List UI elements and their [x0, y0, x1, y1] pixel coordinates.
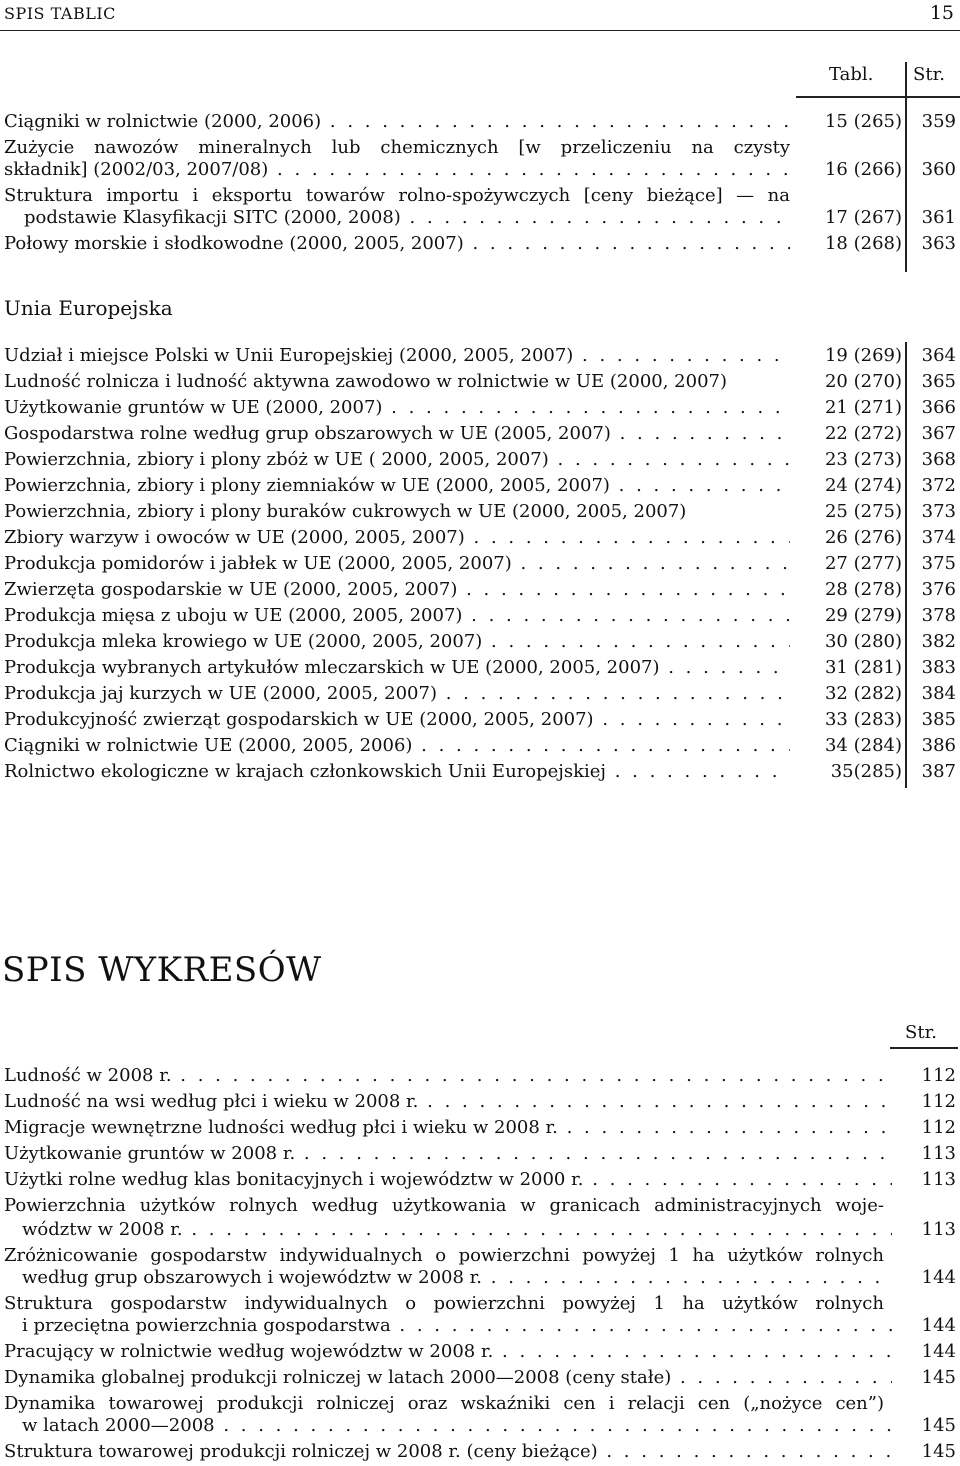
toc-entry[interactable]: Produkcja wybranych artykułów mleczarskich w UE (2000, 2005, 2007) . . . — [4, 656, 790, 680]
table-number: 22 (272) — [824, 423, 902, 444]
page-ref: 378 — [921, 605, 956, 626]
table-number: 27 (277) — [824, 553, 902, 574]
toc-entry[interactable]: Użytkowanie gruntów w 2008 r. . . . — [4, 1142, 892, 1166]
page-ref: 112 — [921, 1065, 956, 1086]
page-ref: 365 — [921, 371, 956, 392]
page-ref: 367 — [921, 423, 956, 444]
toc-entry[interactable]: Zbiory warzyw i owoców w UE (2000, 2005, 2007) . . . — [4, 526, 790, 550]
page-ref: 375 — [921, 553, 956, 574]
toc-entry[interactable]: podstawie Klasyfikacji SITC (2000, 2008) . . . — [24, 206, 790, 230]
toc-entry[interactable]: Produkcja pomidorów i jabłek w UE (2000, 2005, 2007) . . . — [4, 552, 790, 576]
toc-entry[interactable]: według grup obszarowych i województw w 2008 r. . . . — [22, 1266, 892, 1290]
toc-entry[interactable]: Użytki rolne według klas bonitacyjnych i województw w 2000 r. . . . — [4, 1168, 892, 1192]
toc-entry[interactable]: Ludność w 2008 r. . . . — [4, 1064, 892, 1088]
page-ref: 145 — [921, 1367, 956, 1388]
page-ref: 359 — [921, 111, 956, 132]
page-ref: 113 — [921, 1143, 956, 1164]
table-number: 23 (273) — [824, 449, 902, 470]
toc-entry[interactable]: Ludność rolnicza i ludność aktywna zawodowo w rolnictwie w UE (2000, 2007) — [4, 371, 727, 392]
toc-entry[interactable]: Powierzchnia, zbiory i plony ziemniaków w UE (2000, 2005, 2007) . . . — [4, 474, 790, 498]
page-header — [0, 0, 960, 31]
page-ref: 363 — [921, 233, 956, 254]
toc-entry[interactable]: Powierzchnia, zbiory i plony buraków cukrowych w UE (2000, 2005, 2007) — [4, 501, 687, 522]
toc-entry[interactable]: Produkcja mięsa z uboju w UE (2000, 2005, 2007) . . . — [4, 604, 790, 628]
table-number: 24 (274) — [824, 475, 902, 496]
toc-entry[interactable]: Połowy morskie i słodkowodne (2000, 2005, 2007) . . . — [4, 232, 790, 256]
page-ref: 366 — [921, 397, 956, 418]
section-heading: SPIS WYKRESÓW — [2, 950, 322, 990]
toc-entry-line1[interactable]: Powierzchnia użytków rolnych według użytkowania w granicach administracyjnych woje- — [4, 1195, 884, 1216]
table-number: 18 (268) — [824, 233, 902, 254]
toc-entry-line1[interactable]: Zróżnicowanie gospodarstw indywidualnych o powierzchni powyżej 1 ha użytków rolnych — [4, 1245, 884, 1266]
col-header-tabl: Tabl. — [829, 64, 874, 85]
table-number: 33 (283) — [824, 709, 902, 730]
page-ref: 112 — [921, 1117, 956, 1138]
page-ref: 361 — [921, 207, 956, 228]
table-number: 16 (266) — [824, 159, 902, 180]
page-ref: 144 — [921, 1315, 956, 1336]
toc-entry-line1[interactable]: Dynamika towarowej produkcji rolniczej oraz wskaźniki cen i relacji cen („nożyce cen”) — [4, 1393, 884, 1414]
page-ref: 145 — [921, 1441, 956, 1462]
table-number: 15 (265) — [824, 111, 902, 132]
toc-entry[interactable]: Użytkowanie gruntów w UE (2000, 2007) . . . — [4, 396, 790, 420]
col-header-str: Str. — [913, 64, 945, 85]
page-ref: 376 — [921, 579, 956, 600]
page-ref: 374 — [921, 527, 956, 548]
page-ref: 373 — [921, 501, 956, 522]
column-divider-top — [905, 62, 907, 272]
toc-entry[interactable]: Struktura towarowej produkcji rolniczej w 2008 r. (ceny bieżące) . . . — [4, 1440, 892, 1464]
page-ref: 383 — [921, 657, 956, 678]
toc-entry[interactable]: Produkcja jaj kurzych w UE (2000, 2005, 2007) . . . — [4, 682, 790, 706]
page-ref: 144 — [921, 1267, 956, 1288]
toc-entry[interactable]: Dynamika globalnej produkcji rolniczej w latach 2000—2008 (ceny stałe) . . . — [4, 1366, 892, 1390]
str-header-rule — [890, 1047, 958, 1049]
running-title: SPIS TABLIC — [4, 4, 116, 23]
page-ref: 364 — [921, 345, 956, 366]
toc-entry[interactable]: Pracujący w rolnictwie według województw w 2008 r. . . . — [4, 1340, 892, 1364]
table-number: 20 (270) — [824, 371, 902, 392]
table-number: 35(285) — [830, 761, 902, 782]
table-number: 25 (275) — [824, 501, 902, 522]
page-ref: 113 — [921, 1219, 956, 1240]
table-number: 19 (269) — [824, 345, 902, 366]
toc-entry[interactable]: składnik] (2002/03, 2007/08) . . . — [4, 158, 790, 182]
toc-entry[interactable]: Produkcyjność zwierząt gospodarskich w UE (2000, 2005, 2007) . . . — [4, 708, 790, 732]
toc-entry-line1[interactable]: Struktura gospodarstw indywidualnych o powierzchni powyżej 1 ha użytków rolnych — [4, 1293, 884, 1314]
page-ref: 385 — [921, 709, 956, 730]
page-ref: 387 — [921, 761, 956, 782]
table-number: 17 (267) — [824, 207, 902, 228]
col-header-str: Str. — [905, 1022, 937, 1043]
page-ref: 368 — [921, 449, 956, 470]
toc-entry[interactable]: Zwierzęta gospodarskie w UE (2000, 2005, 2007) . . . — [4, 578, 790, 602]
page-number: 15 — [929, 2, 954, 24]
page-ref: 372 — [921, 475, 956, 496]
page-ref: 382 — [921, 631, 956, 652]
table-number: 31 (281) — [824, 657, 902, 678]
table-number: 21 (271) — [824, 397, 902, 418]
toc-entry-line1[interactable]: Struktura importu i eksportu towarów rolno-spożywczych [ceny bieżące] — na — [4, 185, 790, 206]
toc-entry[interactable]: Rolnictwo ekologiczne w krajach członkowskich Unii Europejskiej . . . — [4, 760, 790, 784]
table-number: 29 (279) — [824, 605, 902, 626]
toc-entry[interactable]: Ciągniki w rolnictwie (2000, 2006) . . . — [4, 110, 790, 134]
page-ref: 113 — [921, 1169, 956, 1190]
toc-entry[interactable]: Gospodarstwa rolne według grup obszarowych w UE (2005, 2007) . . . — [4, 422, 790, 446]
page-ref: 386 — [921, 735, 956, 756]
page-ref: 145 — [921, 1415, 956, 1436]
toc-entry[interactable]: i przeciętna powierzchnia gospodarstwa . . . — [22, 1314, 892, 1338]
table-number: 26 (276) — [824, 527, 902, 548]
toc-entry[interactable]: Ciągniki w rolnictwie UE (2000, 2005, 2006) . . . — [4, 734, 790, 758]
toc-entry[interactable]: Ludność na wsi według płci i wieku w 2008 r. . . . — [4, 1090, 892, 1114]
toc-entry[interactable]: Udział i miejsce Polski w Unii Europejskiej (2000, 2005, 2007) . . . — [4, 344, 790, 368]
section-title: Unia Europejska — [4, 296, 173, 320]
page-ref: 384 — [921, 683, 956, 704]
table-number: 32 (282) — [824, 683, 902, 704]
page-ref: 144 — [921, 1341, 956, 1362]
column-header-rule — [796, 96, 960, 98]
table-number: 28 (278) — [824, 579, 902, 600]
toc-entry-line1[interactable]: Zużycie nawozów mineralnych lub chemicznych [w przeliczeniu na czysty — [4, 137, 790, 158]
page-ref: 360 — [921, 159, 956, 180]
column-divider-eu — [905, 342, 907, 788]
toc-entry[interactable]: Migracje wewnętrzne ludności według płci i wieku w 2008 r. . . . — [4, 1116, 892, 1140]
table-number: 30 (280) — [824, 631, 902, 652]
table-number: 34 (284) — [824, 735, 902, 756]
toc-entry[interactable]: Produkcja mleka krowiego w UE (2000, 2005, 2007) . . . — [4, 630, 790, 654]
toc-entry[interactable]: wództw w 2008 r. . . . — [22, 1218, 892, 1242]
page-ref: 112 — [921, 1091, 956, 1112]
toc-entry[interactable]: Powierzchnia, zbiory i plony zbóż w UE ( 2000, 2005, 2007) . . . — [4, 448, 790, 472]
toc-entry[interactable]: w latach 2000—2008 . . . — [22, 1414, 892, 1438]
